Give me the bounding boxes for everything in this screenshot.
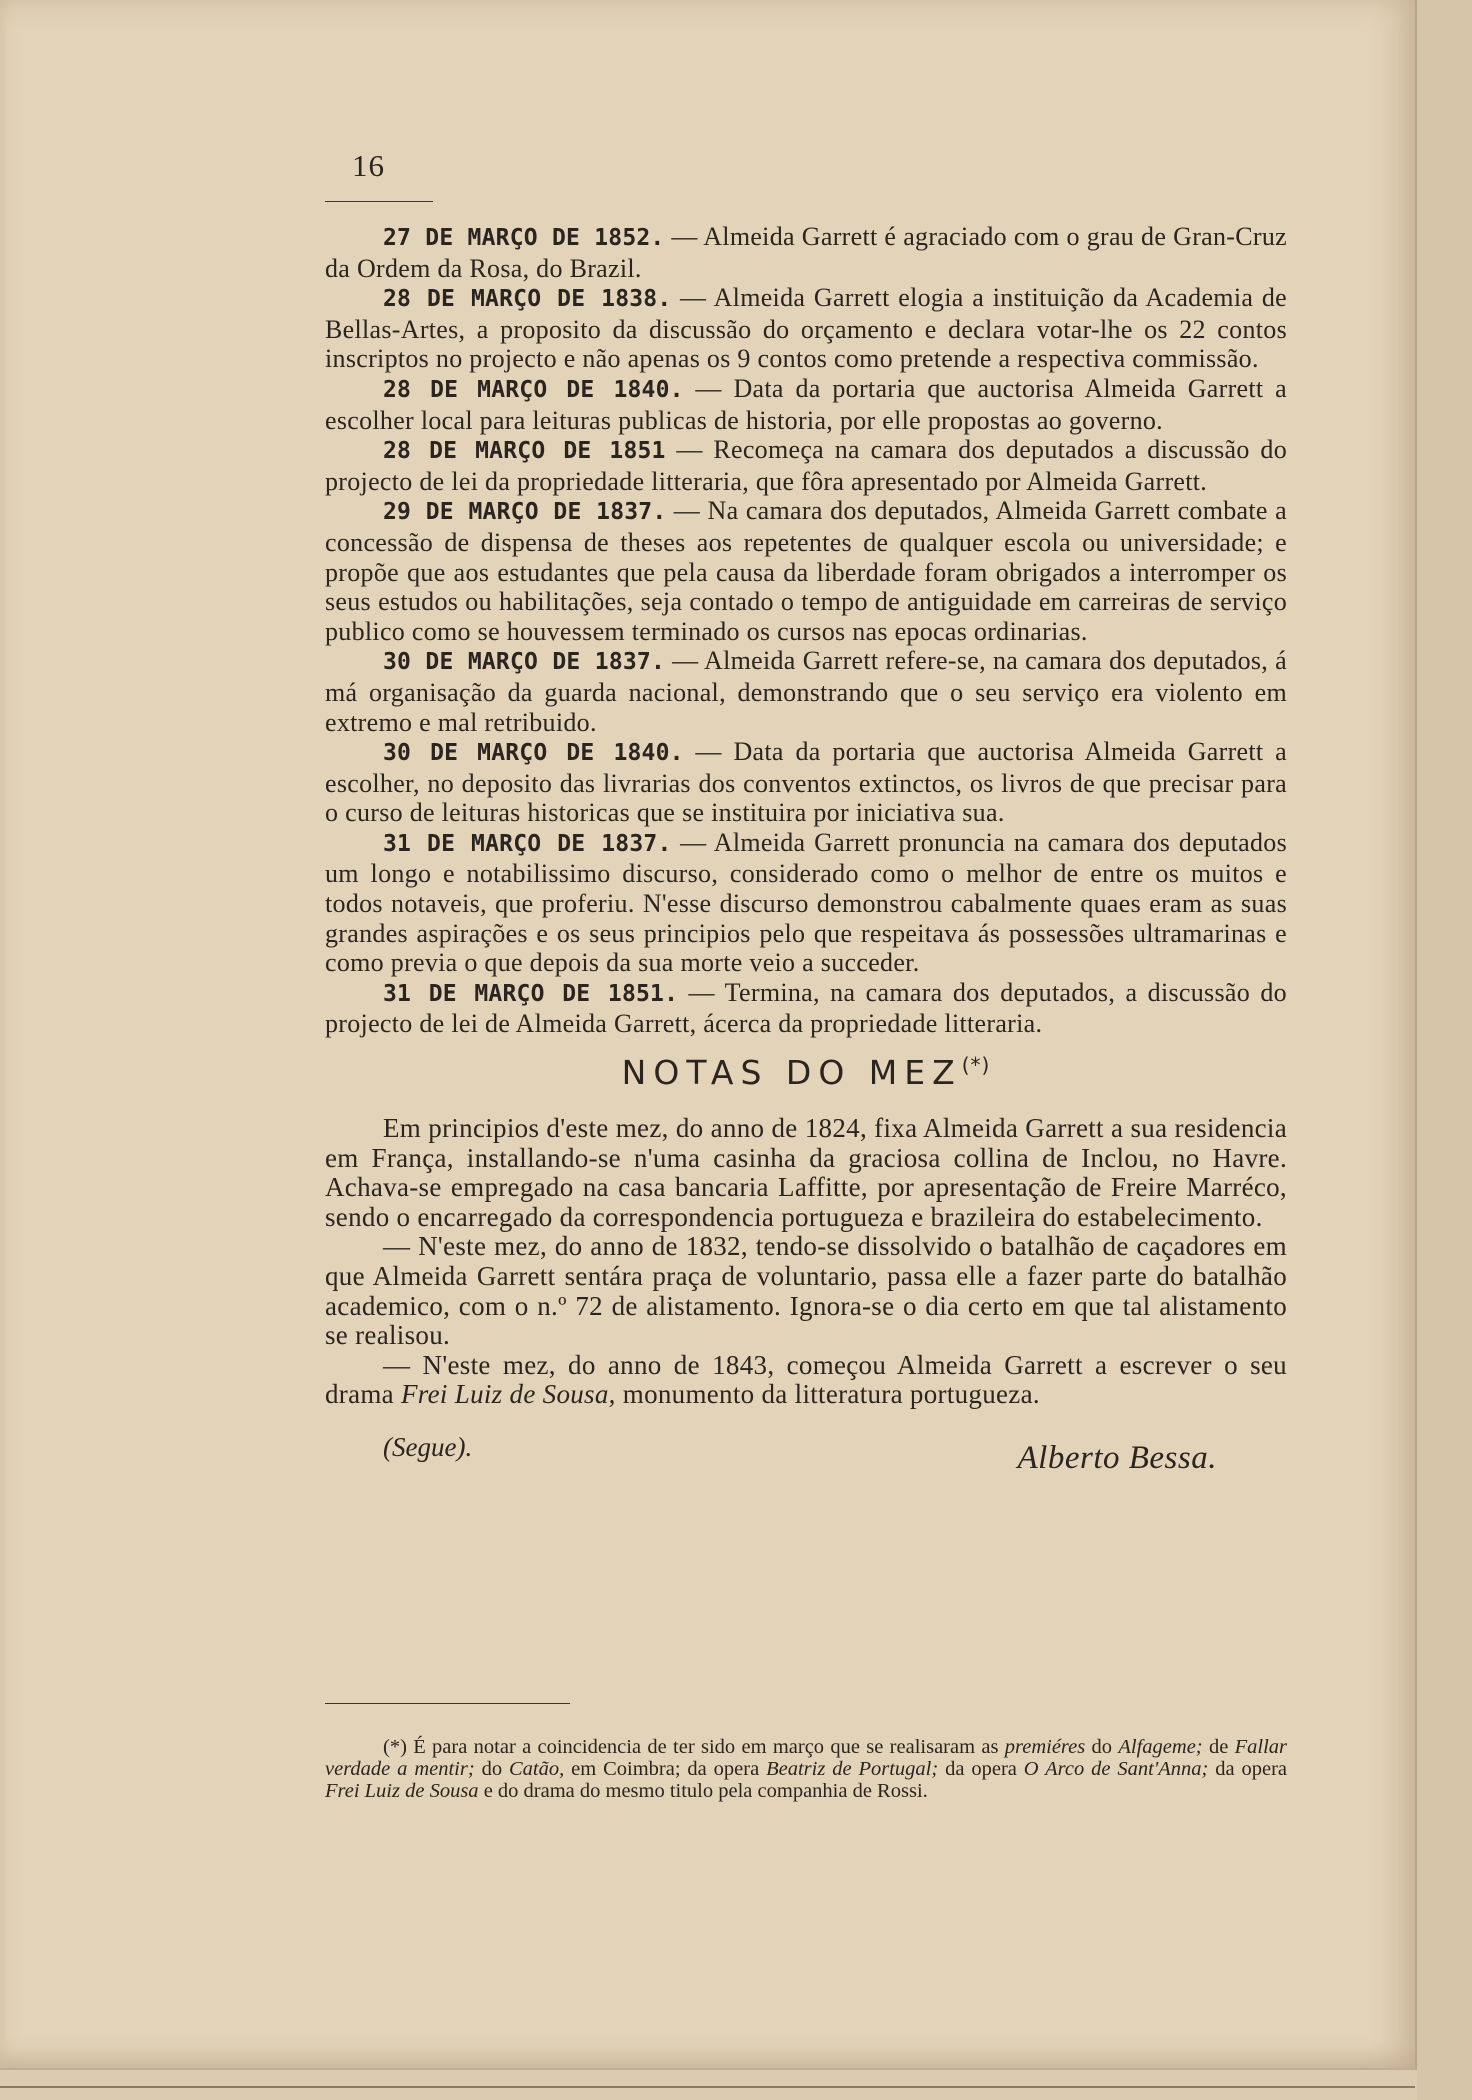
entry-text: Almeida Garrett é agraciado com o grau de Gran-Cruz da Ordem da Rosa, do Brazil. [325, 222, 1287, 283]
note-paragraph: — N'este mez, do anno de 1832, tendo-se dissolvido o batalhão de caçadores em que Almeida Garrett sentára praça de voluntario, passa elle a fazer parte do batalhão academico, com o n.º 72 de alistamento. Ignora-se o dia certo em que tal alistamento se realisou. [325, 1231, 1287, 1351]
entry-text: Almeida Garrett elogia a instituição da Academia de Bellas-Artes, a proposito da discussão do orçamento e declara votar-lhe os 22 contos inscriptos no projecto e não apenas os 9 contos como pretende a respectiva commissão. [325, 283, 1287, 374]
continued-mark: (Segue). [383, 1431, 473, 1462]
header-rule [325, 201, 433, 202]
entry-text: Recomeça na camara dos deputados a discussão do projecto de lei da propriedade litteraria, que fôra apresentado por Almeida Garrett. [325, 435, 1287, 496]
chronology-entry [325, 978, 1287, 1039]
entry-separator: — [666, 496, 708, 526]
entry-text: Na camara dos deputados, Almeida Garrett combate a concessão de dispensa de theses aos repetentes de qualquer escola ou universidade; e propõe que aos estudantes que pela causa da liberdade foram obrigados a interromper os seus estudos ou habilitações, seja contado o tempo de antiguidade em carreiras de serviço publico como se houvessem terminado os cursos nas epocas ordinarias. [325, 496, 1287, 646]
entry-date: 29 DE MARÇO DE 1837. [383, 499, 667, 526]
chronology-entry [325, 374, 1287, 435]
entry-separator: — [665, 435, 714, 465]
entry-date: 28 DE MARÇO DE 1838. [383, 286, 672, 313]
footnote-text: É para notar a coincidencia de ter sido em março que se realisaram as [406, 1736, 1005, 1758]
chronology-entry [325, 646, 1287, 737]
entry-separator: — [671, 283, 714, 313]
footnote-text: do [474, 1758, 509, 1780]
footnote-italic: Fallar verdade a mentir; [325, 1736, 1288, 1780]
footnote-rule [325, 1703, 570, 1704]
chronology-entry [325, 283, 1287, 374]
footnote-text: e do drama do mesmo titulo pela companhia de Rossi. [478, 1780, 928, 1802]
footnote-text: da opera [1208, 1758, 1287, 1780]
note-text: — N'este mez, do anno de 1843, começou Almeida Garrett a escrever o seu drama [325, 1349, 1287, 1410]
main-text [325, 222, 1287, 1494]
footnote-text: do [1085, 1736, 1119, 1758]
entry-separator: — [665, 646, 705, 676]
footnote-reference: (*) [961, 1053, 991, 1078]
entry-separator: — [664, 222, 704, 251]
footnote-italic: Beatriz de Portugal; [766, 1758, 939, 1780]
entry-date: 31 DE MARÇO DE 1837. [383, 830, 672, 857]
footnote-italic: premiéres [1004, 1736, 1086, 1758]
note-paragraph [325, 1351, 1287, 1410]
footnote-text: da opera [938, 1758, 1024, 1780]
chronology-entry [325, 435, 1287, 496]
note-text: monumento da litteratura portugueza. [615, 1379, 1040, 1410]
section-heading-text: NOTAS DO MEZ [621, 1053, 962, 1093]
footnote-italic: Frei Luiz de Sousa [325, 1780, 479, 1802]
entry-date: 28 DE MARÇO DE 1851 [383, 438, 666, 465]
entry-text: Almeida Garrett refere-se, na camara dos deputados, á má organisação da guarda nacional, demonstrando que o seu serviço era violento em extremo e mal retribuido. [325, 646, 1287, 737]
chronology-entry [325, 222, 1287, 283]
note-paragraph: Em principios d'este mez, do anno de 1824, fixa Almeida Garrett a sua residencia em França, installando-se n'uma casinha da graciosa collina de Inclou, no Havre. Achava-se empregado na casa bancaria Laffitte, por apresentação de Freire Marréco, sendo o encarregado da correspondencia portugueza e brazileira do estabelecimento. [325, 1113, 1287, 1232]
footnote [325, 1736, 1287, 1802]
entry-date: 28 DE MARÇO DE 1840. [383, 376, 684, 403]
page-number: 16 [352, 148, 385, 183]
signature-row [325, 1432, 1287, 1494]
footnote-italic: Catão, [508, 1758, 565, 1780]
footnote-mark: (*) [383, 1736, 407, 1758]
entry-text: Termina, na camara dos deputados, a discussão do projecto de lei de Almeida Garrett, ácerca da propriedade litteraria. [325, 977, 1287, 1039]
entry-separator: — [683, 737, 734, 767]
entry-separator: — [671, 827, 714, 857]
entry-text: Data da portaria que auctorisa Almeida Garrett a escolher local para leituras publicas de historia, por elle propostas ao governo. [325, 373, 1288, 435]
chronology-entry [325, 828, 1287, 978]
entry-separator: — [678, 977, 725, 1007]
chronology-entry [325, 737, 1287, 828]
entry-date: 30 DE MARÇO DE 1837. [383, 649, 666, 676]
entry-date: 27 DE MARÇO DE 1852. [383, 225, 665, 251]
entry-separator: — [683, 373, 734, 403]
entry-text: Data da portaria que auctorisa Almeida Garrett a escolher, no deposito das livrarias dos conventos extinctos, os livros de que precisar para o curso de leituras historicas que se instituira por iniciativa sua. [325, 737, 1288, 828]
footnote-italic: Alfageme; [1118, 1736, 1203, 1758]
entry-date: 31 DE MARÇO DE 1851. [383, 980, 679, 1007]
page-edge [1417, 0, 1472, 2100]
drama-title: Frei Luiz de Sousa, [401, 1379, 616, 1410]
author-signature: Alberto Bessa. [1017, 1439, 1217, 1476]
entry-date: 30 DE MARÇO DE 1840. [383, 740, 684, 767]
entry-text: Almeida Garrett pronuncia na camara dos deputados um longo e notabilissimo discurso, considerado como o melhor de entre os muitos e todos notaveis, que proferiu. N'esse discurso demonstrou cabalmente quaes eram as suas grandes aspirações e os seus principios pelo que respeitava ás possessões ultramarinas e como previa o que depois da sua morte veio a succeder. [325, 827, 1288, 978]
footnote-italic: O Arco de Sant'Anna; [1023, 1758, 1209, 1780]
page-bottom-edge [0, 2086, 1415, 2088]
section-heading [325, 1053, 1287, 1092]
footnote-text: em Coimbra; da opera [564, 1758, 767, 1780]
footnote-text: de [1202, 1736, 1235, 1758]
chronology-entry [325, 496, 1287, 646]
